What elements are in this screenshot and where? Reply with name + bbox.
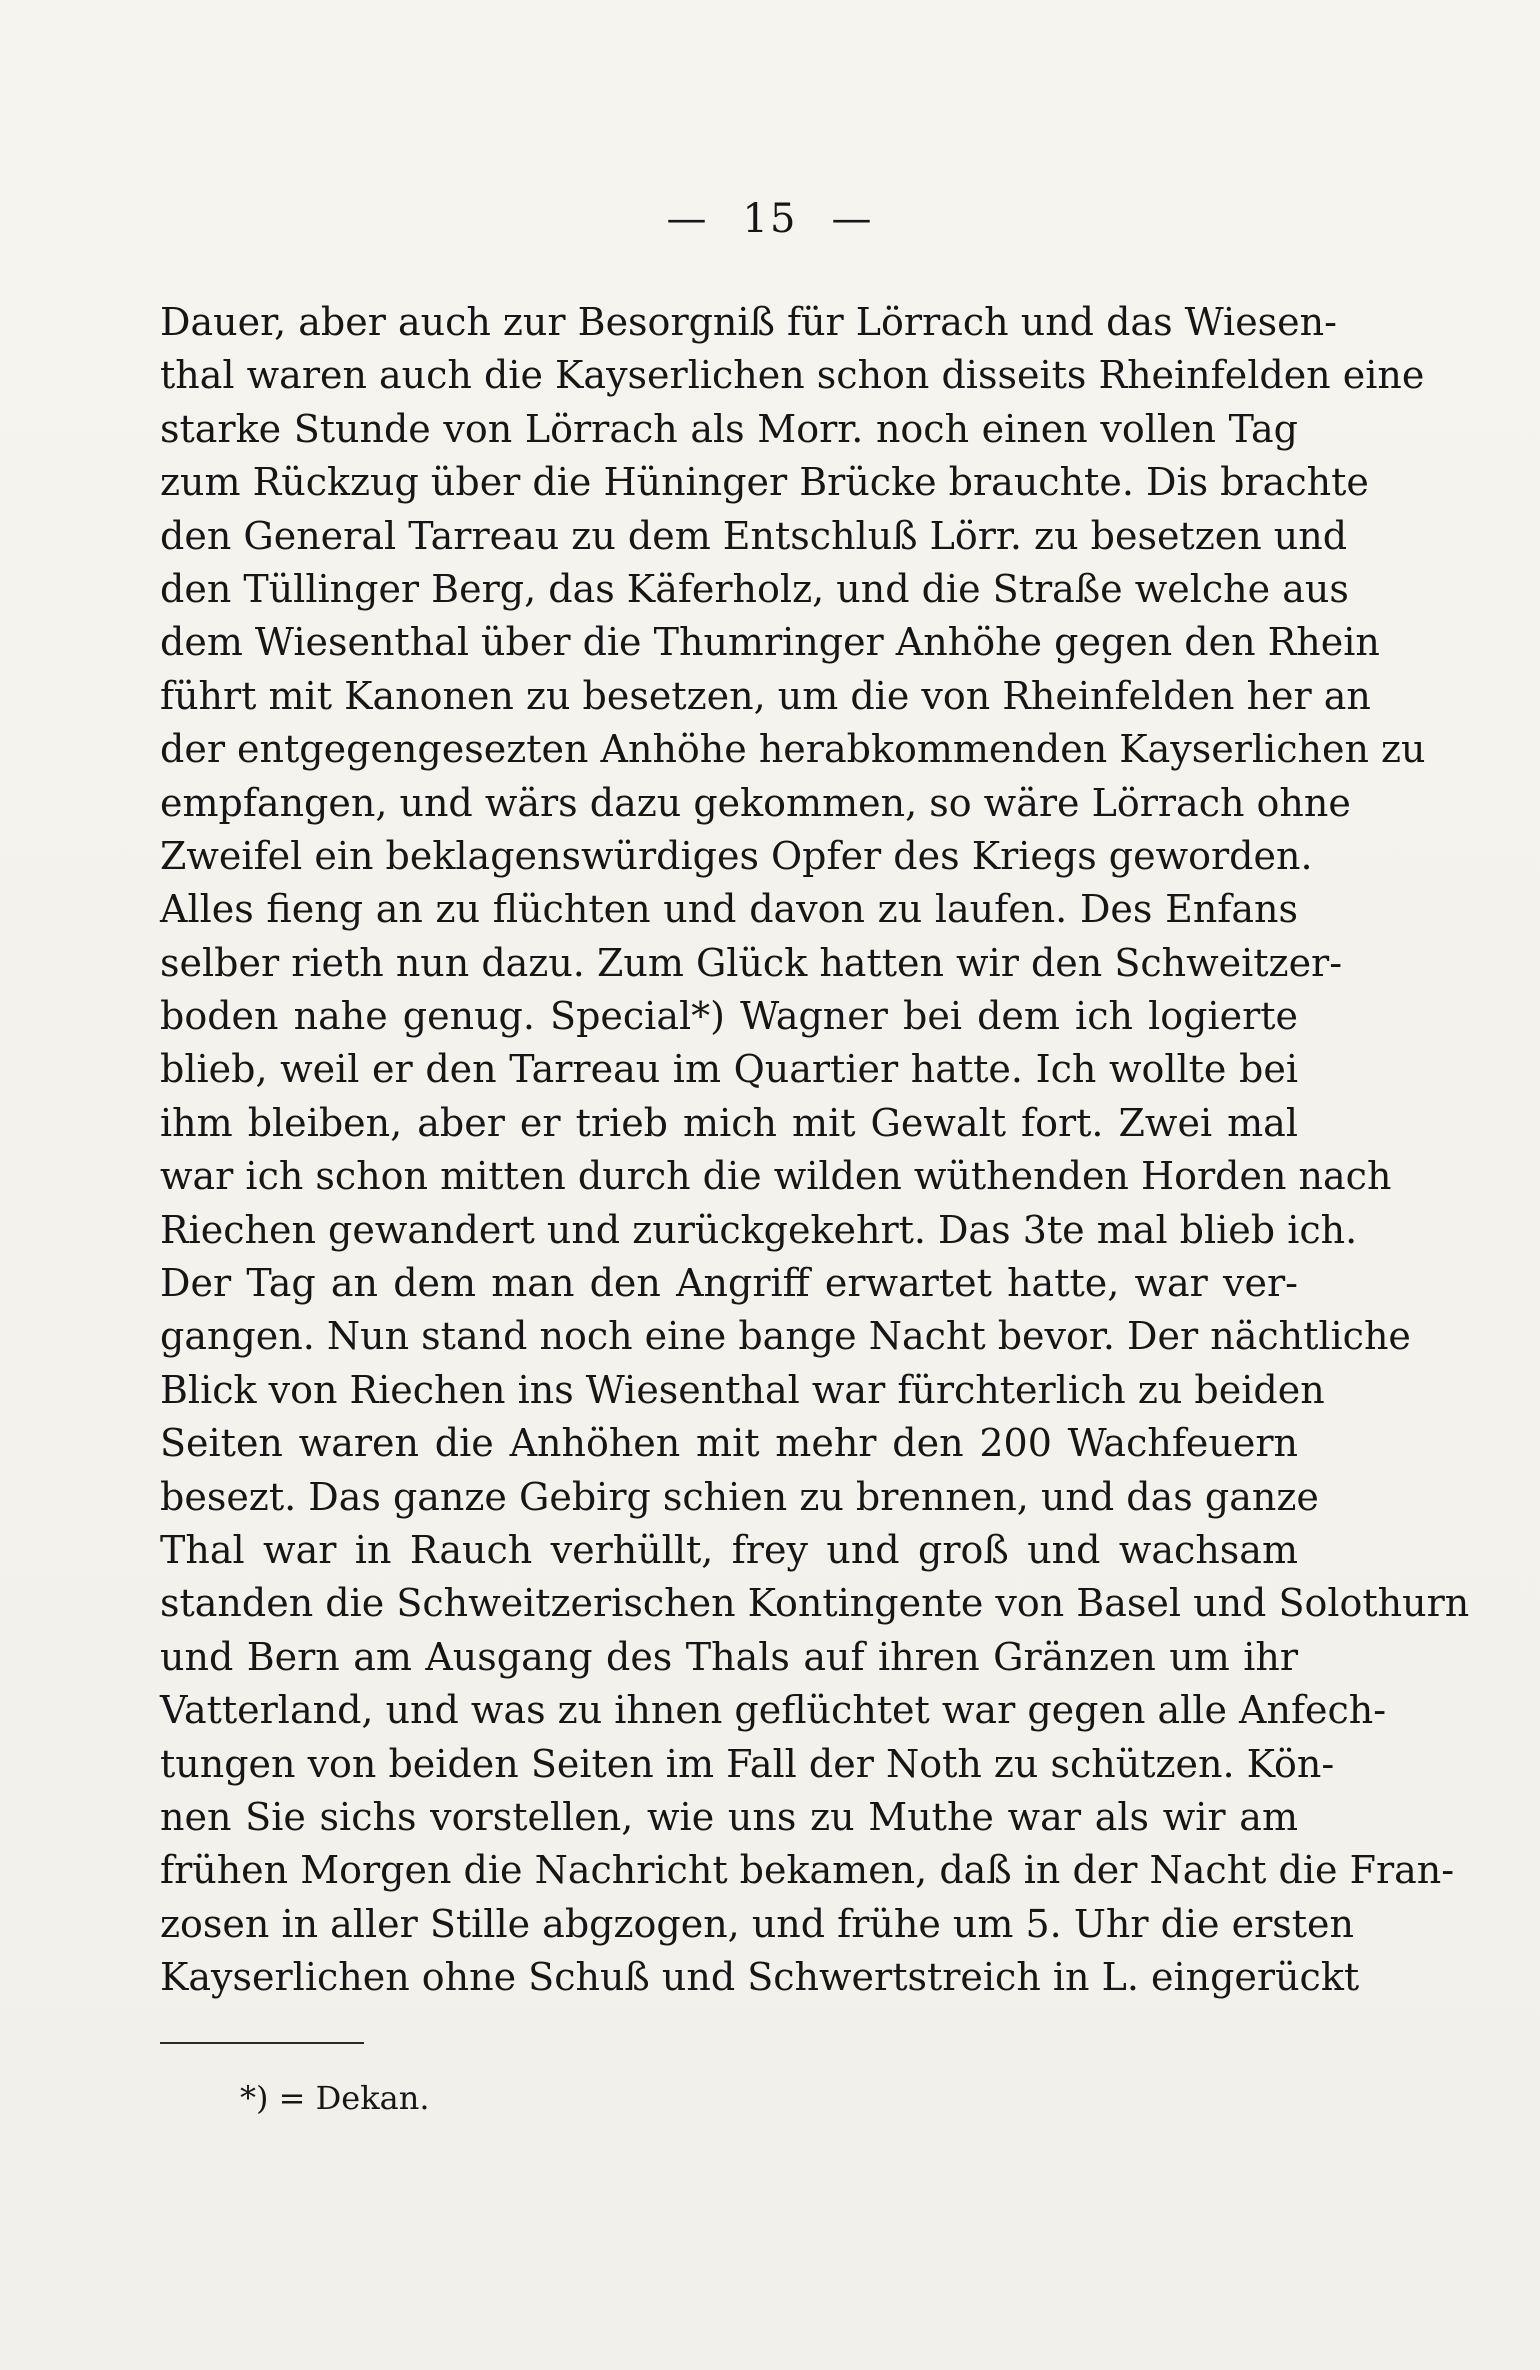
text-line: blieb, weil er den Tarreau im Quartier hatte. Ich wollte bei (160, 1047, 1298, 1092)
text-line: gangen. Nun stand noch eine bange Nacht bevor. Der nächtliche (160, 1314, 1411, 1359)
text-line: Thal war in Rauch verhüllt, frey und groß und wachsam (160, 1527, 1298, 1572)
page-number-dash-left: — (666, 196, 709, 242)
text-line: Der Tag an dem man den Angriff erwartet hatte, war ver- (160, 1261, 1298, 1306)
page-number-dash-right: — (831, 196, 874, 242)
text-line: war ich schon mitten durch die wilden wüthenden Horden nach (160, 1154, 1392, 1199)
text-line: den General Tarreau zu dem Entschluß Lörr. zu besetzen und (160, 513, 1348, 558)
text-line: thal waren auch die Kayserlichen schon disseits Rheinfelden eine (160, 353, 1425, 398)
text-line: dem Wiesenthal über die Thumringer Anhöhe gegen den Rhein (160, 620, 1380, 665)
text-line: frühen Morgen die Nachricht bekamen, daß in der Nacht die Fran- (160, 1848, 1455, 1893)
text-line: führt mit Kanonen zu besetzen, um die von Rheinfelden her an (160, 673, 1371, 718)
text-line: und Bern am Ausgang des Thals auf ihren Gränzen um ihr (160, 1634, 1298, 1679)
text-line: Zweifel ein beklagenswürdiges Opfer des Kriegs geworden. (160, 833, 1313, 878)
page-number: 15 (742, 196, 798, 242)
text-line: boden nahe genug. Special*) Wagner bei dem ich logierte (160, 994, 1298, 1039)
text-line: tungen von beiden Seiten im Fall der Noth zu schützen. Kön- (160, 1741, 1335, 1786)
text-line: besezt. Das ganze Gebirg schien zu brennen, und das ganze (160, 1474, 1319, 1519)
text-line: ihm bleiben, aber er trieb mich mit Gewalt fort. Zwei mal (160, 1100, 1298, 1145)
text-line: Alles fieng an zu flüchten und davon zu laufen. Des Enfans (160, 887, 1298, 932)
text-line: zum Rückzug über die Hüninger Brücke brauchte. Dis brachte (160, 460, 1369, 505)
text-line: Vatterland, und was zu ihnen geflüchtet war gegen alle Anfech- (160, 1688, 1387, 1733)
text-line: Blick von Riechen ins Wiesenthal war fürchterlich zu beiden (160, 1367, 1325, 1412)
footnote: *) = Dekan. (240, 2079, 430, 2117)
page-number-header (0, 196, 1540, 242)
text-line: selber rieth nun dazu. Zum Glück hatten wir den Schweitzer- (160, 940, 1343, 985)
text-line: starke Stunde von Lörrach als Morr. noch einen vollen Tag (160, 406, 1298, 451)
text-line: Dauer, aber auch zur Besorgniß für Lörrach und das Wiesen- (160, 300, 1337, 344)
text-line: empfangen, und wärs dazu gekommen, so wäre Lörrach ohne (160, 780, 1351, 825)
footnote-divider (160, 2042, 364, 2044)
text-line: standen die Schweitzerischen Kontingente von Basel und Solothurn (160, 1581, 1470, 1626)
text-line: Seiten waren die Anhöhen mit mehr den 200 Wachfeuern (160, 1421, 1298, 1466)
text-line: der entgegengesezten Anhöhe herabkommenden Kayserlichen zu (160, 727, 1426, 772)
text-line: Riechen gewandert und zurückgekehrt. Das 3te mal blieb ich. (160, 1207, 1358, 1252)
body-text (160, 296, 1470, 2005)
text-line: Kayserlichen ohne Schuß und Schwertstreich in L. eingerückt (160, 1955, 1360, 2000)
text-line: zosen in aller Stille abgzogen, und frühe um 5. Uhr die ersten (160, 1901, 1355, 1946)
text-line: den Tüllinger Berg, das Käferholz, und die Straße welche aus (160, 566, 1349, 611)
text-line: nen Sie sichs vorstellen, wie uns zu Muthe war als wir am (160, 1794, 1298, 1839)
